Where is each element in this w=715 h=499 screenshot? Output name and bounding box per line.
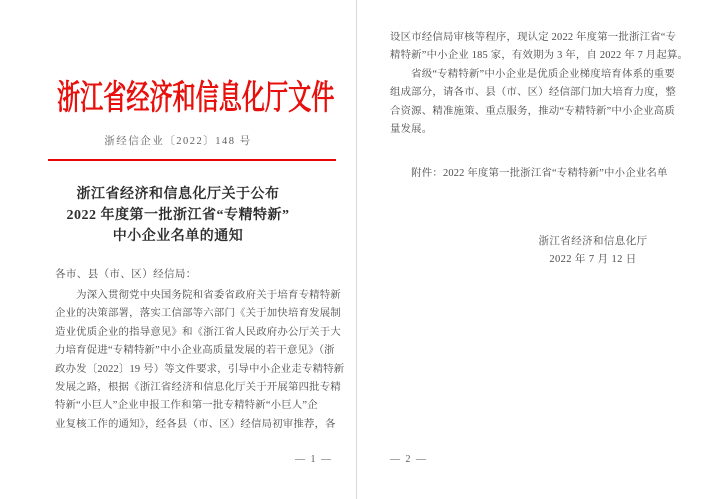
page-number-1: — 1 — xyxy=(295,454,333,465)
red-letterhead-title: 浙江省经济和信息化厅文件 xyxy=(56,80,335,117)
text-line: 精特新”中小企业 185 家，有效期为 3 年，自 2022 年 7 月起算。 xyxy=(390,50,689,62)
text-line: 中小企业名单的通知 xyxy=(112,229,244,244)
text-line: 量发展。 xyxy=(390,124,433,136)
body-paragraph-page-1 xyxy=(55,287,345,434)
text-line: 组成部分，请各市、县（市、区）经信部门加大培育力度，整 xyxy=(390,87,676,99)
attachment-reference-line: 附件：2022 年度第一批浙江省“专精特新”中小企业名单 xyxy=(390,168,668,179)
text-line: 省级“专精特新”中小企业是优质企业梯度培育体系的重要 xyxy=(390,68,675,80)
signature-block xyxy=(508,233,678,269)
text-line: 为深入贯彻党中央国务院和省委省政府关于培育专精特新 xyxy=(55,290,341,301)
document-page-1 xyxy=(0,0,356,499)
document-reference-number: 浙经信企业〔2022〕148 号 xyxy=(104,136,252,147)
document-page-2 xyxy=(357,0,715,499)
text-line: 力培育促进“专精特新”中小企业高质量发展的若干意见》（浙 xyxy=(55,345,335,357)
text-line: 合资源、精准施策、重点服务，推动“专精特新”中小企业高质 xyxy=(390,105,675,117)
red-divider-line xyxy=(48,159,336,161)
text-line: 浙江省经济和信息化厅关于公布 xyxy=(76,187,280,202)
text-line: 2022 年度第一批浙江省“专精特新” xyxy=(66,208,290,223)
body-paragraph-page-2 xyxy=(390,29,689,139)
page-number-2: — 2 — xyxy=(390,454,428,465)
text-line: 业复核工作的通知》，经各县（市、区）经信局初审推荐，各 xyxy=(55,418,336,430)
text-line: 设区市经信局审核等程序，现认定 2022 年度第一批浙江省“专 xyxy=(390,32,677,43)
salutation-line: 各市、县（市、区）经信局： xyxy=(55,269,197,280)
text-line: 政办发〔2022〕19 号）等文件要求，引导中小企业走专精特新 xyxy=(55,363,345,375)
text-line: 特新“小巨人”企业申报工作和第一批专精特新“小巨人”企 xyxy=(55,400,318,412)
notice-title xyxy=(14,184,342,247)
text-line: 发展之路，根据《浙江省经济和信息化厅关于开展第四批专精 xyxy=(55,382,341,394)
signing-date: 2022 年 7 月 12 日 xyxy=(549,254,637,265)
signing-authority: 浙江省经济和信息化厅 xyxy=(538,236,648,247)
text-line: 造业优质企业的指导意见》和《浙江省人民政府办公厅关于大 xyxy=(55,326,341,338)
text-line: 企业的决策部署，落实工信部等六部门《关于加快培育发展制 xyxy=(55,308,341,320)
